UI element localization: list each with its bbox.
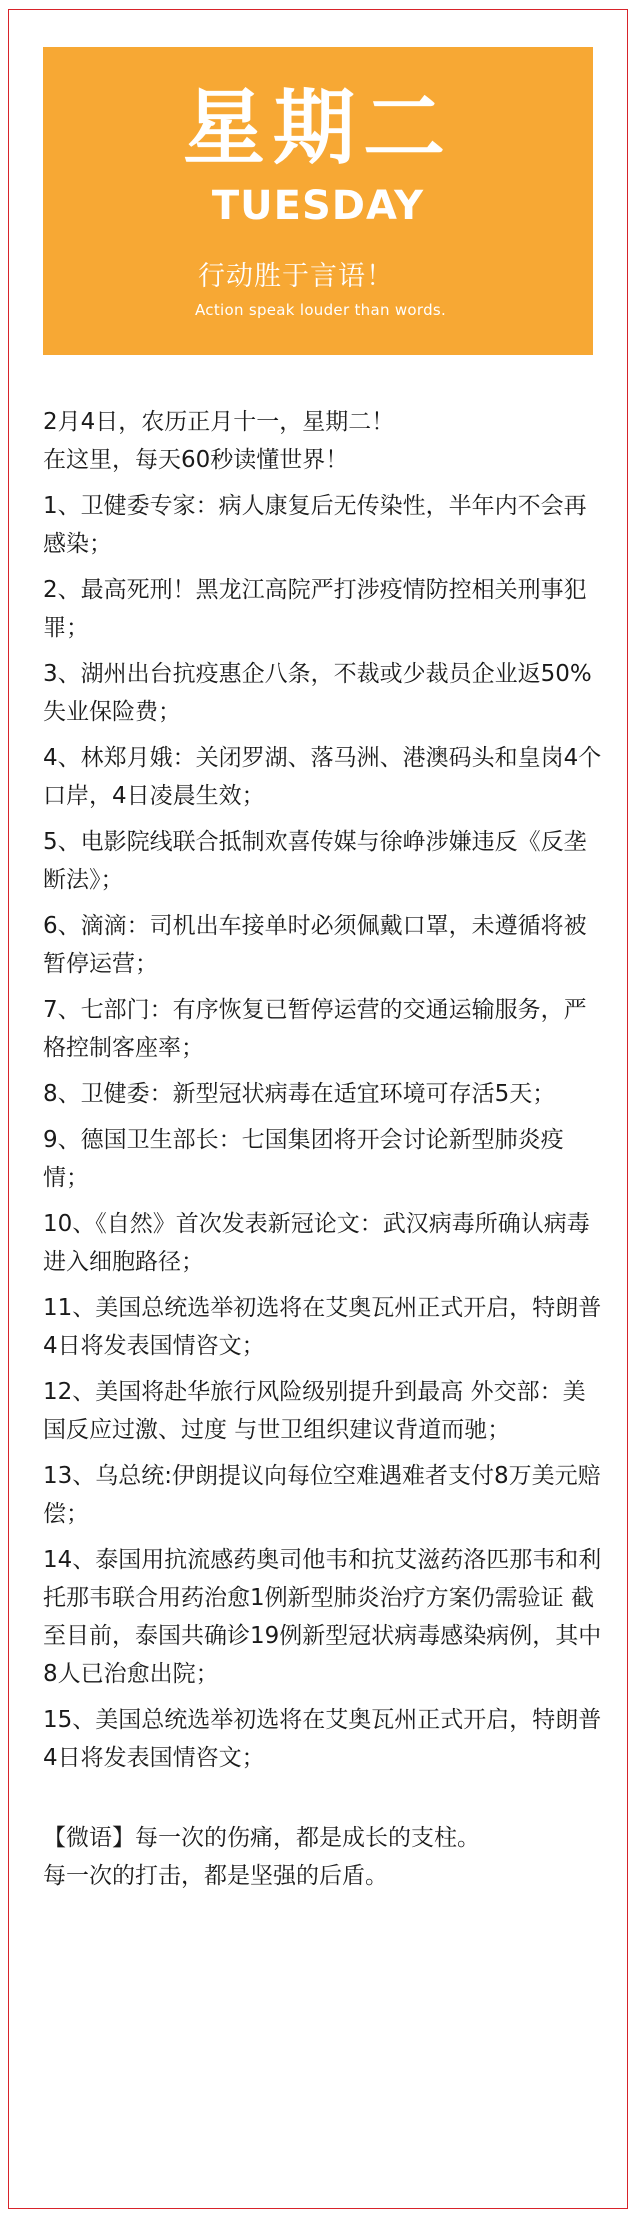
news-list bbox=[43, 487, 603, 1777]
banner-title-english: TUESDAY bbox=[211, 183, 425, 229]
news-item: 1、卫健委专家：病人康复后无传染性，半年内不会再感染； bbox=[43, 493, 587, 557]
banner-slogan-english: Action speak louder than words. bbox=[195, 301, 447, 319]
banner-title: 星期二 bbox=[182, 81, 453, 176]
news-item: 10、《自然》首次发表新冠论文：武汉病毒所确认病毒进入细胞路径； bbox=[43, 1211, 590, 1275]
news-item: 9、德国卫生部长：七国集团将开会讨论新型肺炎疫情； bbox=[43, 1127, 564, 1191]
news-item: 3、湖州出台抗疫惠企八条，不裁或少裁员企业返50%失业保险费； bbox=[43, 661, 592, 725]
day-banner bbox=[43, 47, 593, 355]
news-item: 15、美国总统选举初选将在艾奥瓦州正式开启，特朗普4日将发表国情咨文； bbox=[43, 1707, 602, 1771]
quote-line: 每一次的打击，都是坚强的后盾。 bbox=[43, 1863, 388, 1889]
news-item: 4、林郑月娥：关闭罗湖、落马洲、港澳码头和皇岗4个口岸，4日凌晨生效； bbox=[43, 745, 602, 809]
news-item: 13、乌总统:伊朗提议向每位空难遇难者支付8万美元赔偿； bbox=[43, 1463, 601, 1527]
date-line: 2月4日，农历正月十一，星期二！ bbox=[43, 409, 395, 435]
quote-line: 【微语】每一次的伤痛，都是成长的支柱。 bbox=[43, 1825, 480, 1851]
news-item: 2、最高死刑！黑龙江高院严打涉疫情防控相关刑事犯罪； bbox=[43, 577, 587, 641]
daily-quote bbox=[43, 1819, 603, 1895]
news-content bbox=[43, 403, 603, 1895]
news-item: 6、滴滴：司机出车接单时必须佩戴口罩，未遵循将被暂停运营； bbox=[43, 913, 587, 977]
intro-line: 在这里，每天60秒读懂世界！ bbox=[43, 447, 349, 473]
banner-slogan: 行动胜于言语！ bbox=[198, 261, 394, 292]
news-item: 12、美国将赴华旅行风险级别提升到最高 外交部：美国反应过激、过度 与世卫组织建议背道而驰； bbox=[43, 1379, 586, 1443]
news-item: 7、七部门：有序恢复已暂停运营的交通运输服务，严格控制客座率； bbox=[43, 997, 587, 1061]
news-item: 14、泰国用抗流感药奥司他韦和抗艾滋药洛匹那韦和利托那韦联合用药治愈1例新型肺炎治疗方案仍需验证 截至目前，泰国共确诊19例新型冠状病毒感染病例，其中8人已治愈出院； bbox=[43, 1547, 602, 1687]
news-item: 11、美国总统选举初选将在艾奥瓦州正式开启，特朗普4日将发表国情咨文； bbox=[43, 1295, 602, 1359]
news-item: 5、电影院线联合抵制欢喜传媒与徐峥涉嫌违反《反垄断法》； bbox=[43, 829, 587, 893]
news-item: 8、卫健委：新型冠状病毒在适宜环境可存活5天； bbox=[43, 1081, 556, 1107]
